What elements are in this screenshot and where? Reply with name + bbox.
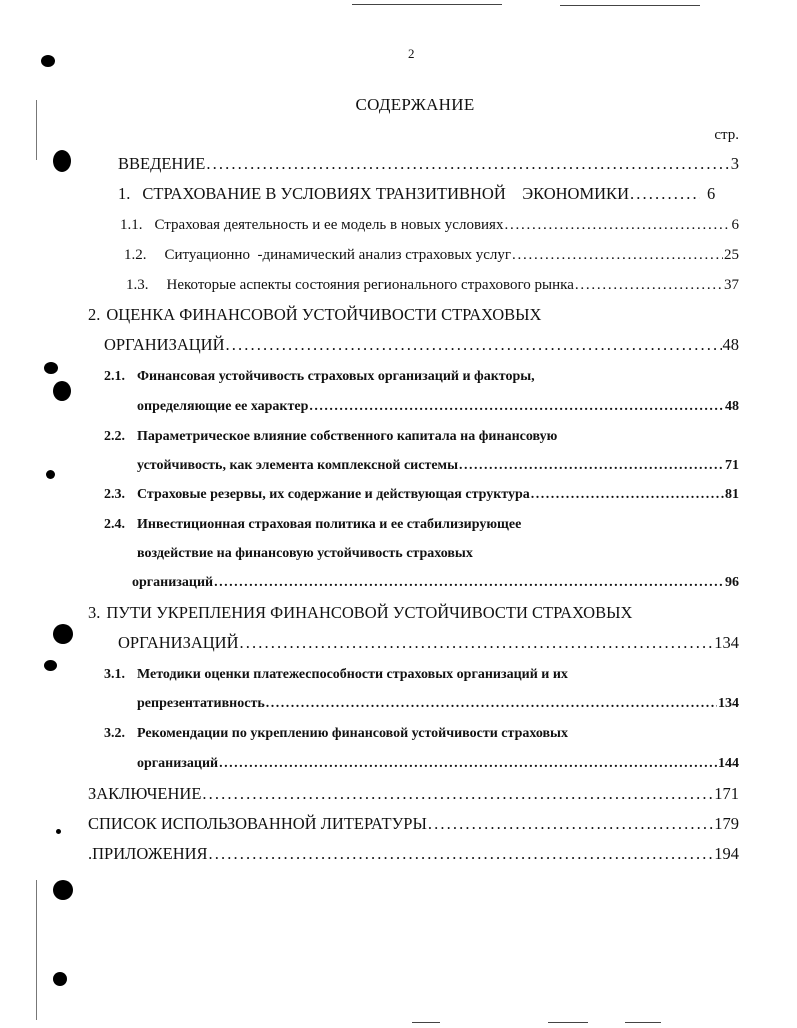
toc-entry-continuation — [132, 573, 739, 593]
toc-entry-number: 2.1. — [104, 369, 125, 384]
toc-entry — [104, 665, 568, 685]
scan-artifact-line — [352, 4, 502, 5]
toc-leader-dots — [266, 694, 717, 714]
toc-entry-text: ЗАКЛЮЧЕНИЕ — [88, 784, 202, 803]
toc-entry-page: 134 — [718, 696, 739, 711]
scan-artifact-line — [548, 1022, 588, 1023]
toc-entry-page: 171 — [714, 784, 739, 803]
punch-hole-mark — [44, 660, 57, 671]
scan-artifact-line — [412, 1022, 440, 1023]
punch-hole-mark — [53, 150, 71, 172]
toc-entry — [104, 367, 535, 387]
toc-entry-text: Ситуационно -динамический анализ страховых услуг — [164, 247, 511, 263]
toc-entry-text: Параметрическое влияние собственного капитала на финансовую — [137, 429, 558, 444]
toc-entry — [118, 154, 739, 174]
toc-leader-dots — [630, 184, 700, 204]
toc-leader-dots — [240, 633, 714, 653]
toc-entry-text: Страховая деятельность и ее модель в новых условиях — [154, 217, 504, 233]
toc-entry — [124, 245, 739, 265]
toc-entry-text: СТРАХОВАНИЕ В УСЛОВИЯХ ТРАНЗИТИВНОЙ ЭКОНОМИКИ — [142, 184, 629, 203]
toc-entry-continuation — [137, 754, 739, 774]
toc-entry-number: 1. — [118, 184, 131, 203]
toc-leader-dots — [202, 784, 713, 804]
toc-entry-text: ОРГАНИЗАЦИЙ — [118, 633, 239, 652]
toc-entry-text: определяющие ее характер — [137, 399, 309, 414]
toc-entry-text: ПУТИ УКРЕПЛЕНИЯ ФИНАНСОВОЙ УСТОЙЧИВОСТИ СТРАХОВЫХ — [106, 603, 633, 622]
toc-entry-text: ОЦЕНКА ФИНАНСОВОЙ УСТОЙЧИВОСТИ СТРАХОВЫХ — [106, 305, 542, 324]
toc-entry — [118, 184, 739, 204]
toc-entry-text: организаций — [132, 575, 214, 590]
punch-hole-mark — [53, 880, 73, 900]
toc-entry — [104, 724, 568, 744]
toc-entry-page: 6 — [731, 217, 739, 233]
toc-entry-page: 96 — [725, 575, 739, 590]
toc-entry-number: 1.2. — [124, 247, 147, 263]
punch-hole-mark — [41, 55, 55, 67]
toc-entry-continuation — [104, 335, 739, 355]
toc-entry-continuation — [137, 456, 739, 476]
toc-entry-text: Некоторые аспекты состояния регионального страхового рынка — [166, 277, 574, 293]
punch-hole-mark — [53, 624, 73, 644]
toc-leader-dots — [219, 754, 717, 774]
scan-artifact-line — [560, 5, 700, 6]
toc-leader-dots — [575, 275, 723, 295]
toc-leader-dots — [309, 397, 724, 417]
scan-artifact-line — [625, 1022, 661, 1023]
toc-leader-dots — [459, 456, 724, 476]
toc-entry — [88, 844, 739, 864]
toc-entry — [104, 427, 557, 447]
toc-entry-text: Страховые резервы, их содержание и действующая структура — [137, 487, 530, 502]
scan-artifact-line — [36, 880, 37, 1020]
toc-entry-page: 48 — [722, 335, 739, 354]
toc-entry — [88, 603, 632, 623]
toc-entry-page: 134 — [714, 633, 739, 652]
toc-entry — [88, 814, 739, 834]
punch-hole-mark — [53, 381, 71, 401]
toc-leader-dots — [206, 154, 729, 174]
toc-entry-text: Методики оценки платежеспособности страховых организаций и их — [137, 667, 568, 682]
toc-entry-text: репрезентативность — [137, 696, 265, 711]
toc-entry-page: 6 — [706, 184, 716, 203]
toc-entry — [126, 275, 739, 295]
toc-entry-continuation — [137, 694, 739, 714]
toc-leader-dots — [504, 215, 730, 235]
page-number: 2 — [408, 46, 415, 61]
toc-entry-number: 3.1. — [104, 667, 125, 682]
toc-entry-continuation — [118, 633, 739, 653]
toc-entry-page: 71 — [725, 458, 739, 473]
toc-entry-page: 48 — [725, 399, 739, 414]
toc-entry-number: 1.3. — [126, 277, 149, 293]
toc-leader-dots — [226, 335, 722, 355]
toc-entry-page: 179 — [714, 814, 739, 833]
toc-entry-number: 2.3. — [104, 487, 125, 502]
toc-entry-page: 25 — [724, 247, 739, 263]
toc-entry-text: Рекомендации по укреплению финансовой устойчивости страховых — [137, 726, 568, 741]
toc-entry-text: СПИСОК ИСПОЛЬЗОВАННОЙ ЛИТЕРАТУРЫ — [88, 814, 427, 833]
toc-entry-text: Финансовая устойчивость страховых организаций и факторы, — [137, 369, 535, 384]
toc-entry-page: 37 — [724, 277, 739, 293]
toc-entry-number: 3. — [88, 603, 101, 622]
toc-entry-number: 1.1. — [120, 217, 143, 233]
toc-entry-text: устойчивость, как элемента комплексной системы — [137, 458, 459, 473]
punch-hole-mark — [46, 470, 55, 479]
toc-entry-number: 2. — [88, 305, 101, 324]
toc-entry-continuation — [137, 397, 739, 417]
toc-leader-dots — [531, 485, 724, 505]
toc-leader-dots — [214, 573, 724, 593]
toc-leader-dots — [428, 814, 713, 834]
toc-entry-text: Инвестиционная страховая политика и ее стабилизирующее — [137, 517, 522, 532]
toc-leader-dots — [209, 844, 714, 864]
toc-entry-number: 3.2. — [104, 726, 125, 741]
page-title: СОДЕРЖАНИЕ — [355, 95, 475, 114]
page-column-label: стр. — [714, 127, 739, 143]
toc-entry-page: 144 — [718, 756, 739, 771]
toc-entry — [88, 784, 739, 804]
toc-entry-text: ОРГАНИЗАЦИЙ — [104, 335, 225, 354]
toc-entry-page: 3 — [730, 154, 739, 173]
punch-hole-mark — [56, 829, 61, 834]
toc-entry-text: воздействие на финансовую устойчивость страховых — [137, 546, 473, 561]
toc-entry — [104, 515, 521, 535]
toc-entry-page: 194 — [714, 844, 739, 863]
toc-entry — [104, 485, 739, 505]
punch-hole-mark — [44, 362, 58, 374]
toc-entry-text: организаций — [137, 756, 219, 771]
toc-entry — [88, 305, 541, 325]
toc-entry-continuation — [137, 544, 473, 564]
toc-entry-page: 81 — [725, 487, 739, 502]
toc-entry-text: .ПРИЛОЖЕНИЯ — [88, 844, 208, 863]
punch-hole-mark — [53, 972, 67, 986]
toc-entry — [120, 215, 739, 235]
toc-entry-text: ВВЕДЕНИЕ — [118, 154, 206, 173]
toc-leader-dots — [512, 245, 723, 265]
toc-entry-number: 2.4. — [104, 517, 125, 532]
toc-entry-number: 2.2. — [104, 429, 125, 444]
